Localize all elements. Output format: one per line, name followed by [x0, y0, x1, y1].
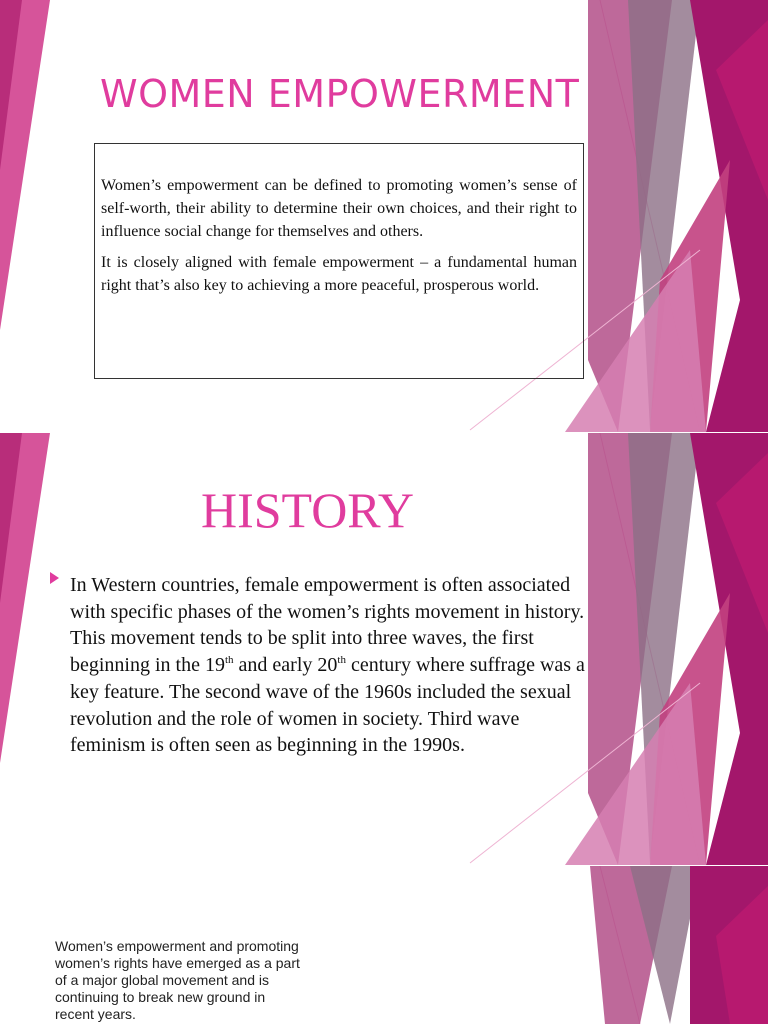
- superscript-th: th: [337, 654, 346, 667]
- alignment-paragraph: It is closely aligned with female empowerment – a fundamental human right that’s also key to achieving a more peaceful, prosperous world.: [101, 254, 577, 294]
- superscript-th: th: [224, 654, 234, 667]
- slide-women-empowerment: [0, 0, 768, 432]
- history-bullet-text: [70, 572, 590, 759]
- history-text-part2: and early 20: [233, 654, 338, 677]
- triangle-bullet-icon: [50, 572, 59, 584]
- slide-title: HISTORY: [200, 482, 414, 538]
- history-text-part3: century where suffrage was a key feature. The second wave of the 1960s included the sexual revolution and the role of women in society. Third wave feminism is often seen as beginning in the 1990s.: [70, 654, 585, 757]
- history-text-part1: In Western countries, female empowerment is often associated with specific phases of the women’s rights movement in history. This movement tends to be split into three waves, the first beginning in the 19: [70, 574, 585, 677]
- slide-history: [0, 433, 768, 865]
- definition-textbox: [94, 143, 584, 379]
- slide-global-movement: [0, 866, 768, 1024]
- definition-paragraph: Women’s empowerment can be defined to promoting women’s sense of self-worth, their ability to determine their own choices, and their right to influence social change for themselves and others.: [101, 177, 577, 240]
- global-movement-text: Women’s empowerment and promoting women’s rights have emerged as a part of a major global movement and is continuing to break new ground in recent years.: [55, 938, 300, 1022]
- slide-title: WOMEN EMPOWERMENT: [100, 72, 580, 116]
